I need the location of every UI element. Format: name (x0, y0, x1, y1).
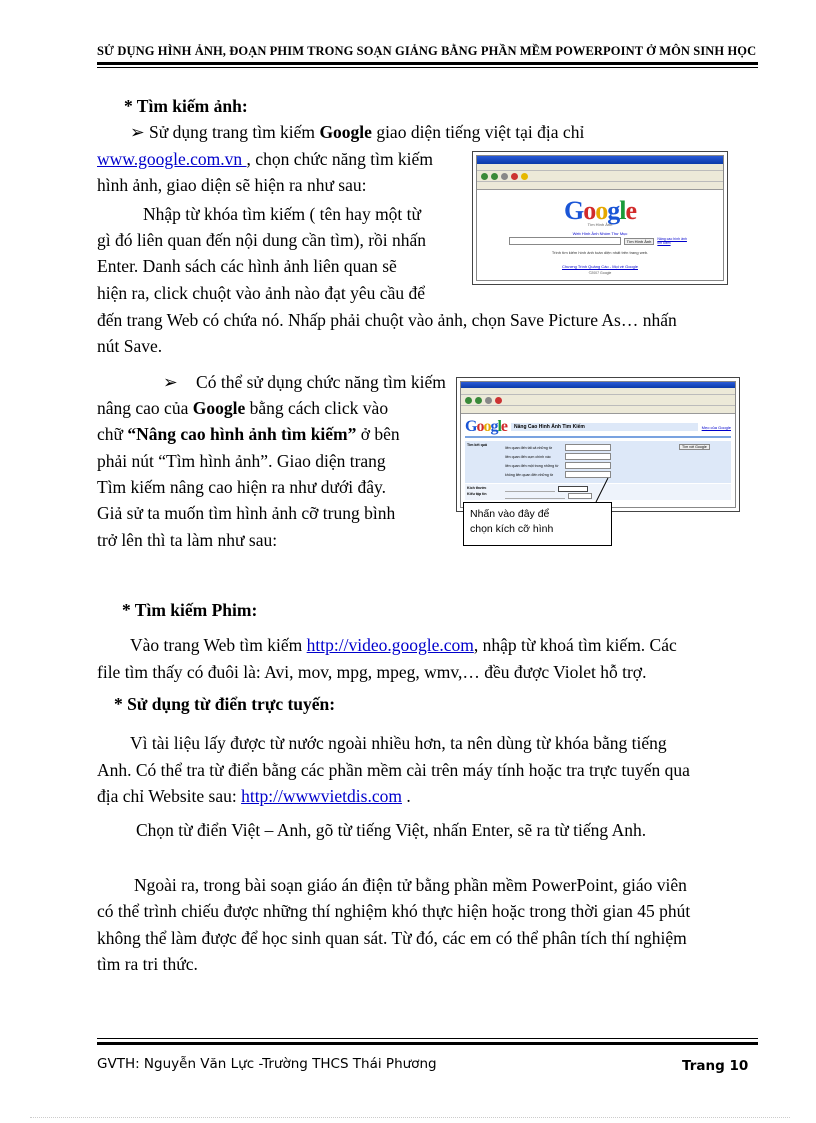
advanced-search-link[interactable]: Nâng cao hình ảnh tìm kiếm (657, 237, 687, 245)
criteria-label: không liên quan đến những từ (505, 472, 554, 477)
window-toolbar (477, 171, 723, 182)
screenshot-google-image-search (472, 151, 728, 285)
footer-links[interactable]: Chương Trình Quảng Cáo - Mọi về Google (561, 264, 638, 269)
criteria-label: liên quan đến cụm chính xác (505, 454, 551, 459)
callout-box (463, 502, 612, 546)
callout-line: Nhấn vào đây để (470, 508, 550, 520)
google-vn-link[interactable]: www.google.com.vn (97, 149, 247, 169)
advanced-search-bold: “Nâng cao hình ảnh tìm kiếm” (127, 424, 357, 444)
paragraph-dict-line4: Chọn từ điển Việt – Anh, gõ từ tiếng Việt, nhấn Enter, sẽ ra từ tiếng Anh. (136, 820, 647, 840)
paragraph-closing-line4: tìm ra tri thức. (97, 954, 198, 974)
logo-letter: l (619, 196, 626, 225)
paragraph-video-line2: file tìm thấy có đuôi là: Avi, mov, mpg, mpeg, wmv,… đều được Violet hỗ trợ. (97, 662, 647, 682)
paragraph-image-3-line2 (97, 395, 388, 421)
window-menubar (461, 388, 735, 395)
page-number: Trang 10 (682, 1058, 749, 1074)
criteria-input[interactable] (565, 453, 611, 460)
page-title: Nâng Cao Hình Ảnh Tìm Kiếm (511, 423, 698, 431)
text: . (401, 786, 411, 806)
logo-letter: e (500, 418, 508, 435)
paragraph-image-1-line2 (97, 146, 433, 172)
logo-letter: o (476, 418, 484, 435)
bullet-icon: ➢ (130, 122, 145, 142)
google-logo (465, 418, 507, 436)
window-toolbar (461, 395, 735, 406)
paragraph-image-3-line4: phải nút “Tìm hình ảnh”. Giao diện trang (97, 451, 386, 471)
text: bằng cách click vào (245, 398, 389, 418)
paragraph-image-1-line3: hình ảnh, giao diện sẽ hiện ra như sau: (97, 175, 367, 195)
copyright: ©2007 Google (588, 271, 612, 275)
size-description (505, 486, 555, 492)
text: ở bên (356, 424, 400, 444)
logo-letter: o (595, 196, 608, 225)
logo-letter: o (583, 196, 596, 225)
type-description (505, 493, 565, 499)
paragraph-closing-line1: Ngoài ra, trong bài soạn giáo án điện tử bằng phần mềm PowerPoint, giáo viên (134, 875, 687, 895)
paragraph-image-2-line5: đến trang Web có chứa nó. Nhấp phải chuột vào ảnh, chọn Save Picture As… nhấn (97, 310, 677, 330)
video-google-link[interactable]: http://video.google.com (306, 635, 474, 655)
tagline: Trình tìm kiếm hình ảnh toàn diện nhất trên trang web. (551, 250, 649, 255)
paragraph-image-2-line1: Nhập từ khóa tìm kiếm ( tên hay một từ (143, 204, 422, 224)
text: giao diện tiếng việt tại địa chỉ (371, 122, 585, 142)
criteria-input[interactable] (565, 462, 611, 469)
criteria-label: liên quan đến tất cả những từ (505, 445, 553, 450)
google-bold: Google (192, 398, 246, 418)
text: Vào trang Web tìm kiếm (130, 635, 307, 655)
paragraph-image-3-line3 (97, 421, 400, 447)
paragraph-image-3-line7: trở lên thì ta làm như sau: (97, 530, 278, 550)
logo-letter: G (563, 196, 584, 225)
search-button[interactable]: Tìm với Google (679, 444, 710, 450)
heading-online-dictionary: * Sử dụng từ điển trực tuyến: (114, 694, 336, 714)
label-file-type: Kiểu tập tin (467, 492, 487, 496)
vietdis-link[interactable]: http://wwwvietdis.com (241, 786, 402, 806)
google-logo (477, 196, 723, 227)
running-header: SỬ DỤNG HÌNH ẢNH, ĐOẠN PHIM TRONG SOẠN GIẢNG BẰNG PHẦN MỀM POWERPOINT Ở MÔN SINH HỌC (97, 44, 757, 58)
footer-rule-thick (97, 1042, 758, 1045)
text: Sử dụng trang tìm kiếm (149, 122, 320, 142)
text: nâng cao của (97, 398, 193, 418)
logo-letter: o (483, 418, 491, 435)
logo-letter: e (625, 196, 636, 225)
label-find-results: Tìm kết quả (467, 443, 487, 447)
help-link[interactable]: Mẹo của Google (701, 424, 731, 430)
footer-rule-thin (97, 1038, 758, 1039)
window-titlebar (477, 156, 723, 164)
logo-letter: g (490, 418, 498, 435)
logo-letter: g (607, 196, 620, 225)
text: Có thể sử dụng chức năng tìm kiếm (196, 372, 446, 392)
search-input[interactable] (509, 237, 621, 245)
logo-subtitle: Tìm Hình Ảnh (587, 222, 613, 227)
heading-video-search: * Tìm kiếm Phim: (122, 600, 258, 620)
text: , chọn chức năng tìm kiếm (246, 149, 433, 169)
paragraph-image-2-line4: hiện ra, click chuột vào ảnh nào đạt yêu cầu để (97, 283, 425, 303)
page-edge (30, 1117, 790, 1118)
heading-image-search: * Tìm kiếm ảnh: (124, 96, 248, 116)
header-rule-thick (97, 62, 758, 65)
paragraph-dict-line2: Anh. Có thể tra từ điển bằng các phần mềm cài trên máy tính hoặc tra trực tuyến qua (97, 760, 690, 780)
logo-letter: G (465, 418, 477, 435)
text: địa chỉ Website sau: (97, 786, 242, 806)
paragraph-image-3-line6: Giả sử ta muốn tìm hình ảnh cỡ trung bình (97, 503, 396, 523)
text: , nhập từ khoá tìm kiếm. Các (473, 635, 677, 655)
paragraph-dict-line3 (97, 783, 411, 809)
criteria-label: liên quan đến một trong những từ (505, 463, 559, 468)
window-addressbar (461, 406, 735, 414)
paragraph-image-2-line2: gì đó liên quan đến nội dung cần tìm), rồi nhấn (97, 230, 427, 250)
paragraph-image-2-line3: Enter. Danh sách các hình ảnh liên quan sẽ (97, 256, 397, 276)
header-rule-thin (97, 67, 758, 68)
logo-letter: l (497, 418, 501, 435)
window-menubar (477, 164, 723, 171)
search-tabs[interactable]: Web Hình Ảnh Nhóm Thư Mục (572, 231, 628, 236)
paragraph-image-2-line6: nút Save. (97, 336, 163, 356)
window-addressbar (477, 182, 723, 190)
paragraph-video-line1 (130, 632, 677, 658)
paragraph-image-3-line1 (163, 369, 446, 395)
paragraph-closing-line3: không thể làm được để học sinh quan sát. Từ đó, các em có thể phân tích thí nghiệm (97, 928, 687, 948)
paragraph-image-3-line5: Tìm kiếm nâng cao hiện ra như dưới đây. (97, 477, 387, 497)
paragraph-closing-line2: có thể trình chiếu được những thí nghiệm khó thực hiện hoặc trong thời gian 45 phút (97, 901, 691, 921)
footer-author: GVTH: Nguyễn Văn Lực -Trường THCS Thái Phương (97, 1056, 437, 1072)
callout-line: chọn kích cỡ hình (470, 523, 554, 535)
label-size: Kích thước (467, 486, 487, 490)
paragraph-dict-line1: Vì tài liệu lấy được từ nước ngoài nhiều hơn, ta nên dùng từ khóa bằng tiếng (130, 733, 667, 753)
google-bold: Google (319, 122, 372, 142)
search-button[interactable]: Tìm Hình Ảnh (624, 238, 655, 245)
bullet-icon: ➢ (163, 372, 178, 392)
criteria-input[interactable] (565, 444, 611, 451)
text: chữ (97, 424, 128, 444)
paragraph-image-1 (130, 119, 750, 145)
